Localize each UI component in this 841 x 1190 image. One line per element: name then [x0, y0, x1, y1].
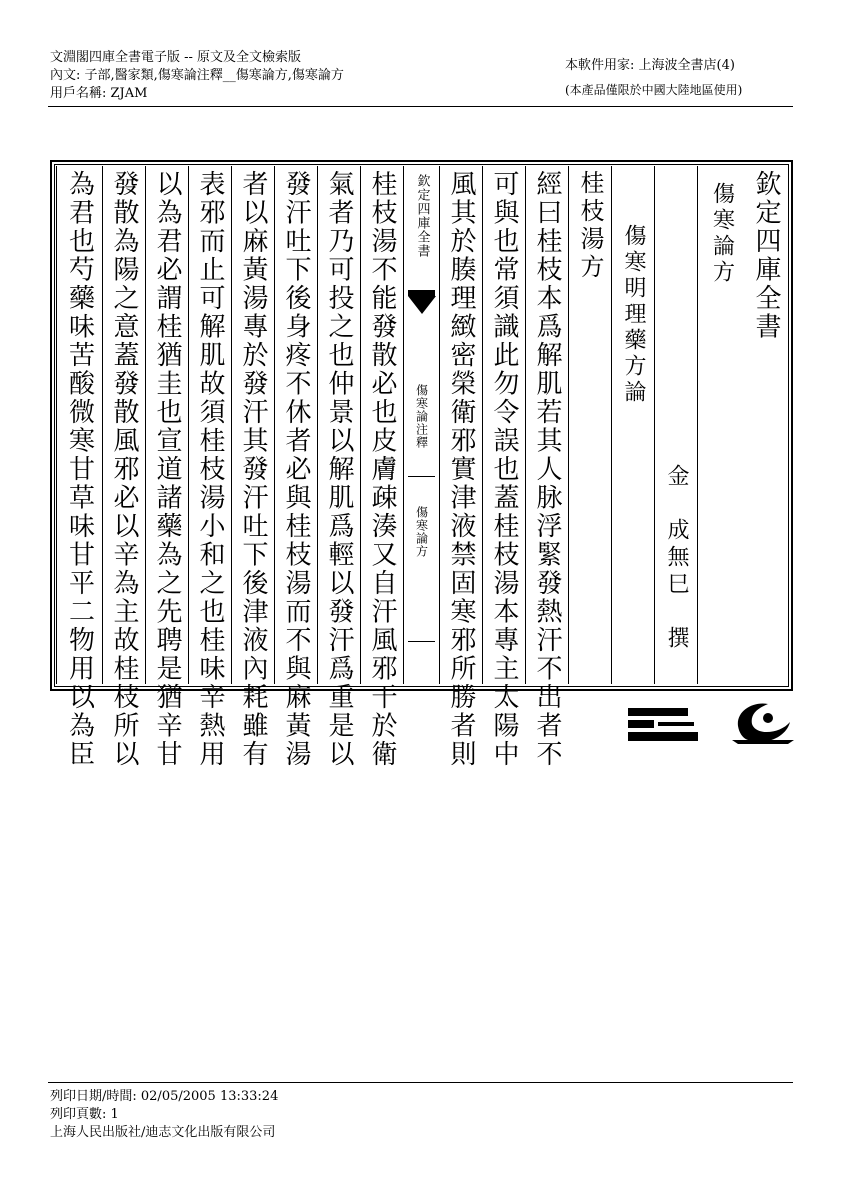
- column-formula-title: [568, 166, 611, 684]
- footer-publisher: 上海人民出版社/迪志文化出版有限公司: [50, 1125, 276, 1140]
- footer-print-datetime: 列印日期/時間: 02/05/2005 13:33:24: [50, 1089, 279, 1104]
- text-column-1: [525, 166, 568, 769]
- column-author: [654, 166, 697, 684]
- text-column-11: [56, 166, 102, 769]
- header-licensee: 本軟件用家: 上海波全書店(4): [565, 58, 735, 73]
- text-line: 風其於腠理緻密榮衛邪實津液禁固寒邪所勝者則: [446, 170, 476, 769]
- text-column-7: [231, 166, 274, 769]
- footer-rule: [48, 1082, 793, 1083]
- logo-bars-icon: [628, 706, 698, 744]
- text-line: 氣者乃可投之也仲景以解肌爲輕以發汗爲重是以: [324, 170, 354, 769]
- text-column-10: [102, 166, 145, 769]
- fold-fishtail-mark: [408, 296, 436, 314]
- fold-divider-bottom: [408, 641, 435, 642]
- book-title: 傷寒論方: [709, 182, 735, 286]
- fold-chapter-title: 傷寒論方: [414, 506, 429, 558]
- fold-series-title: 欽定四庫全書: [414, 174, 430, 258]
- author-line: 金 成無巳 撰: [664, 464, 689, 653]
- publisher-logo-left: [628, 706, 698, 744]
- fold-divider: [408, 476, 435, 477]
- text-line: 以為君必謂桂猶圭也宣道諸藥為之先聘是猶辛甘: [152, 170, 182, 769]
- publisher-logo-right: [728, 696, 798, 748]
- logo-swirl-icon: [728, 696, 798, 748]
- text-column-4: [360, 166, 403, 769]
- text-line: 發汗吐下後身疼不休者必與桂枝湯而不與麻黃湯: [281, 170, 311, 769]
- text-column-8: [188, 166, 231, 769]
- text-line: 經曰桂枝本爲解肌若其人脉浮緊發熱汗不出者不: [532, 170, 562, 769]
- text-line: 桂枝湯不能發散必也皮膚疎湊又自汗風邪干於衛: [367, 170, 397, 769]
- fold-column: [403, 166, 439, 684]
- footer-print-pages: 列印頁數: 1: [50, 1107, 119, 1122]
- fold-book-title: 傷寒論注釋: [414, 384, 429, 449]
- column-section-title: [611, 166, 654, 684]
- header-title: 文淵閣四庫全書電子版 -- 原文及全文檢索版: [50, 50, 302, 65]
- header-region-notice: (本產品僅限於中國大陸地區使用): [565, 83, 743, 97]
- text-column-3: [439, 166, 482, 769]
- book-series-title: 欽定四庫全書: [751, 170, 781, 341]
- text-column-5: [317, 166, 360, 769]
- text-column-6: [274, 166, 317, 769]
- header-user-name: 用戶名稱: ZJAM: [50, 86, 148, 101]
- text-column-2: [482, 166, 525, 769]
- column-book-title: [697, 166, 745, 684]
- column-title: [745, 166, 787, 684]
- text-line: 為君也芍藥味苦酸微寒甘草味甘平二物用以為臣: [64, 170, 95, 769]
- text-line: 表邪而止可解肌故須桂枝湯小和之也桂味辛熱用: [195, 170, 225, 769]
- header-rule: [48, 106, 793, 107]
- text-column-9: [145, 166, 188, 769]
- text-line: 可與也常須識此勿令誤也蓋桂枝湯本專主太陽中: [489, 170, 519, 769]
- text-line: 者以麻黃湯專於發汗其發汗吐下後津液內耗雖有: [238, 170, 268, 769]
- section-title: 傷寒明理藥方論: [621, 224, 646, 406]
- text-line: 發散為陽之意蓋發散風邪必以辛為主故桂枝所以: [109, 170, 139, 769]
- header-content-path: 內文: 子部,醫家類,傷寒論注釋__傷寒論方,傷寒論方: [50, 68, 344, 83]
- formula-title: 桂枝湯方: [576, 170, 604, 282]
